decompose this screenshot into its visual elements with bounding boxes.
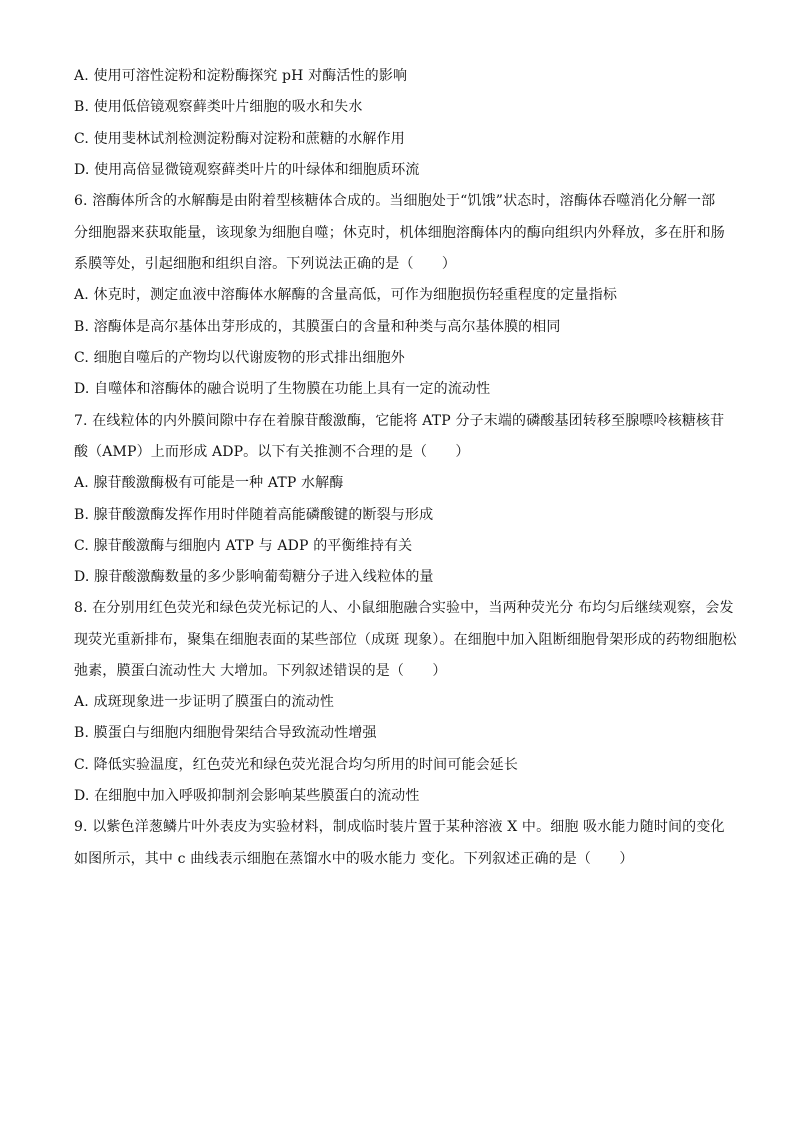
- q8-option-c: C. 降低实验温度，红色荧光和绿色荧光混合均匀所用的时间可能会延长: [74, 757, 519, 773]
- q6-stem-line-2: 分细胞器来获取能量，该现象为细胞自噬；休克时，机体细胞溶酶体内的酶向组织内外释放，多在肝和肠: [74, 225, 725, 241]
- q6-stem-line-3: 系膜等处，引起细胞和组织自溶。下列说法正确的是（ ）: [74, 256, 457, 272]
- q6-option-c: C. 细胞自噬后的产物均以代谢废物的形式排出细胞外: [74, 350, 405, 366]
- q5-option-d: D. 使用高倍显微镜观察藓类叶片的叶绿体和细胞质环流: [74, 162, 420, 178]
- q5-option-c: C. 使用斐林试剂检测淀粉酶对淀粉和蔗糖的水解作用: [74, 131, 405, 147]
- q7-option-a: A. 腺苷酸激酶极有可能是一种 ATP 水解酶: [74, 475, 344, 491]
- q6-option-a: A. 休克时，测定血液中溶酶体水解酶的含量高低，可作为细胞损伤轻重程度的定量指标: [74, 287, 618, 303]
- q8-option-a: A. 成斑现象进一步证明了膜蛋白的流动性: [74, 694, 335, 710]
- q9-stem-line-1: 9. 以紫色洋葱鳞片叶外表皮为实验材料，制成临时装片置于某种溶液 X 中。细胞 吸水能力随时间的变化: [74, 819, 725, 835]
- q5-option-a: A. 使用可溶性淀粉和淀粉酶探究 pH 对酶活性的影响: [74, 68, 408, 84]
- q8-option-d: D. 在细胞中加入呼吸抑制剂会影响某些膜蛋白的流动性: [74, 788, 420, 804]
- q8-stem-line-1: 8. 在分别用红色荧光和绿色荧光标记的人、小鼠细胞融合实验中，当两种荧光分 布均匀后继续观察，会发: [74, 600, 734, 616]
- figure-area: [74, 880, 720, 1080]
- q7-option-d: D. 腺苷酸激酶数量的多少影响葡萄糖分子进入线粒体的量: [74, 569, 434, 585]
- q6-stem-line-1: 6. 溶酶体所含的水解酶是由附着型核糖体合成的。当细胞处于“饥饿”状态时，溶酶体吞噬消化分解一部: [74, 193, 716, 209]
- q7-option-c: C. 腺苷酸激酶与细胞内 ATP 与 ADP 的平衡维持有关: [74, 538, 413, 554]
- q7-option-b: B. 腺苷酸激酶发挥作用时伴随着高能磷酸键的断裂与形成: [74, 507, 434, 523]
- q8-stem-line-3: 弛素，膜蛋白流动性大 大增加。下列叙述错误的是（ ）: [74, 663, 447, 679]
- q6-option-b: B. 溶酶体是高尔基体出芽形成的，其膜蛋白的含量和种类与高尔基体膜的相同: [74, 319, 561, 335]
- q7-stem-line-1: 7. 在线粒体的内外膜间隙中存在着腺苷酸激酶，它能将 ATP 分子末端的磷酸基团转移至腺嘌呤核糖核苷: [74, 413, 725, 429]
- q9-stem-line-2: 如图所示，其中 c 曲线表示细胞在蒸馏水中的吸水能力 变化。下列叙述正确的是（ ）: [74, 851, 634, 867]
- q7-stem-line-2: 酸（AMP）上而形成 ADP。以下有关推测不合理的是（ ）: [74, 444, 470, 460]
- q5-option-b: B. 使用低倍镜观察藓类叶片细胞的吸水和失水: [74, 99, 363, 115]
- q6-option-d: D. 自噬体和溶酶体的融合说明了生物膜在功能上具有一定的流动性: [74, 381, 491, 397]
- q8-stem-line-2: 现荧光重新排布，聚集在细胞表面的某些部位（成斑 现象）。在细胞中加入阻断细胞骨架形成的药物细胞松: [74, 632, 737, 648]
- q8-option-b: B. 膜蛋白与细胞内细胞骨架结合导致流动性增强: [74, 725, 377, 741]
